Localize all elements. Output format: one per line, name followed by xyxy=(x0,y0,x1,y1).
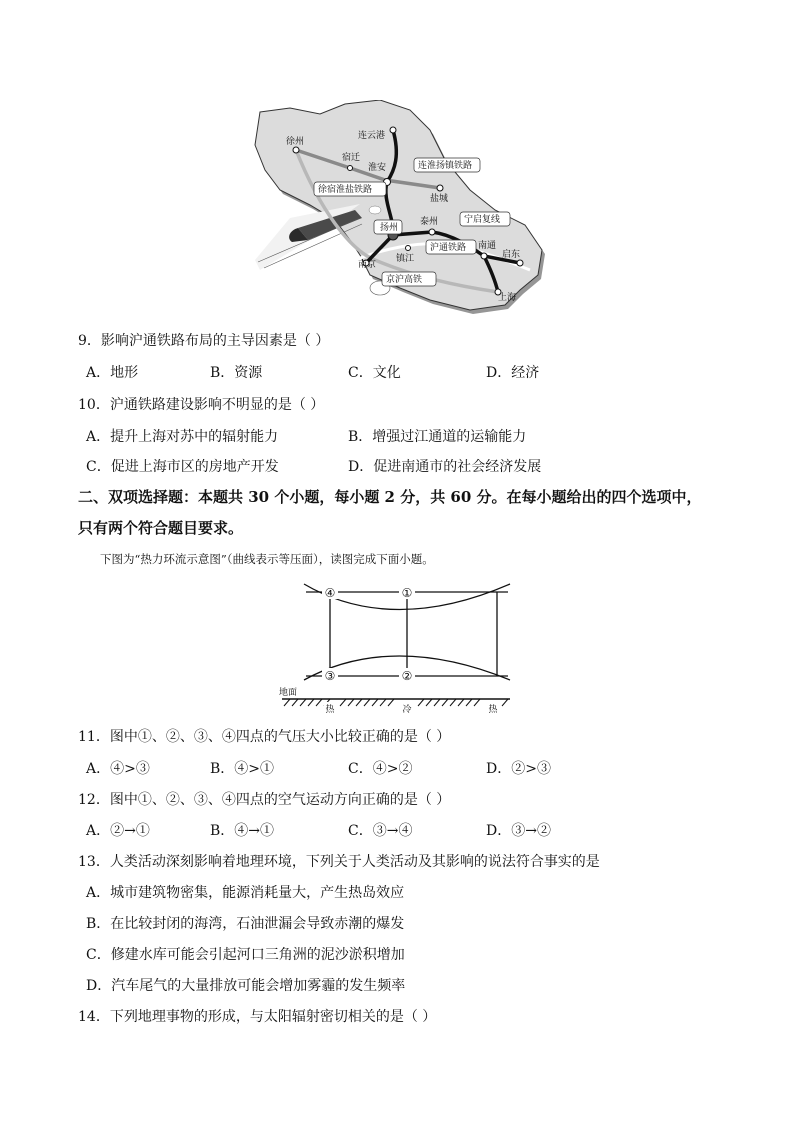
city-nantong: 南通 xyxy=(478,241,497,251)
q12-stem: 12．图中①、②、③、④四点的空气运动方向正确的是（ ） xyxy=(78,792,451,808)
city-lianyungang: 连云港 xyxy=(358,131,386,141)
q13-option-d[interactable]: D．汽车尾气的大量排放可能会增加雾霾的发生频率 xyxy=(86,978,406,994)
city-taizhou: 泰州 xyxy=(420,217,439,227)
q11-option-a[interactable]: A．④>③ xyxy=(86,761,150,777)
q10-stem: 10．沪通铁路建设影响不明显的是（ ） xyxy=(78,397,325,413)
label-xusu: 徐宿淮盐铁路 xyxy=(318,185,373,195)
city-zhenjiang: 镇江 xyxy=(396,254,415,264)
q11-option-d[interactable]: D．②>③ xyxy=(486,761,551,777)
q10-option-c[interactable]: C．促进上海市区的房地产开发 xyxy=(86,459,279,475)
q12-option-c[interactable]: C．③→④ xyxy=(348,823,413,839)
label-ningqi: 宁启复线 xyxy=(464,215,501,225)
section-heading-line1: 二、双项选择题：本题共 30 个小题，每小题 2 分，共 60 分。在每小题给出的四个选项中， xyxy=(78,488,702,506)
city-yancheng: 盐城 xyxy=(430,194,449,204)
q9-option-c[interactable]: C．文化 xyxy=(348,365,401,381)
q9-option-a[interactable]: A．地形 xyxy=(86,365,139,381)
q14-stem: 14．下列地理事物的形成，与太阳辐射密切相关的是（ ） xyxy=(78,1009,437,1025)
q12-option-d[interactable]: D．③→② xyxy=(486,823,551,839)
q13-stem: 13．人类活动深刻影响着地理环境，下列关于人类活动及其影响的说法符合事实的是 xyxy=(78,854,600,870)
label-lianyan: 连淮扬镇铁路 xyxy=(418,161,473,171)
q12-option-b[interactable]: B．④→① xyxy=(210,823,275,839)
city-yangzhou: 扬州 xyxy=(380,223,399,233)
q12-option-a[interactable]: A．②→① xyxy=(86,823,150,839)
city-suqian: 宿迁 xyxy=(342,153,361,163)
q11-option-c[interactable]: C．④>② xyxy=(348,761,413,777)
city-shanghai: 上海 xyxy=(498,293,517,303)
surface-hot-right: 热 xyxy=(488,705,498,714)
q10-option-a[interactable]: A．提升上海对苏中的辐射能力 xyxy=(86,429,279,445)
city-nanjing: 南京 xyxy=(358,260,377,270)
q9-stem: 9．影响沪通铁路布局的主导因素是（ ） xyxy=(78,333,330,349)
diagram-intro: 下图为“热力环流示意图”（曲线表示等压面），读图完成下面小题。 xyxy=(100,552,434,566)
surface-hot-left: 热 xyxy=(325,705,335,714)
q9-option-d[interactable]: D．经济 xyxy=(486,365,540,381)
city-xuzhou: 徐州 xyxy=(286,137,305,147)
point-4: ④ xyxy=(324,586,336,600)
thermal-circulation-diagram xyxy=(272,578,522,714)
q11-option-b[interactable]: B．④>① xyxy=(210,761,275,777)
city-qidong: 启东 xyxy=(502,250,521,260)
q10-option-d[interactable]: D．促进南通市的社会经济发展 xyxy=(348,459,542,475)
q10-option-b[interactable]: B．增强过江通道的运输能力 xyxy=(348,429,527,445)
q13-option-c[interactable]: C．修建水库可能会引起河口三角洲的泥沙淤积增加 xyxy=(86,947,405,963)
point-1: ① xyxy=(401,586,413,600)
jiangsu-railway-map xyxy=(250,100,550,318)
city-huaian: 淮安 xyxy=(368,163,387,173)
surface-cold: 冷 xyxy=(402,705,412,714)
q13-option-b[interactable]: B．在比较封闭的海湾，石油泄漏会导致赤潮的爆发 xyxy=(86,916,405,932)
point-3: ③ xyxy=(324,669,336,683)
label-jinghu: 京沪高铁 xyxy=(386,275,423,285)
q9-option-b[interactable]: B．资源 xyxy=(210,365,263,381)
label-hutong: 沪通铁路 xyxy=(430,243,467,253)
section-heading-line2: 只有两个符合题目要求。 xyxy=(78,519,244,537)
point-2: ② xyxy=(401,669,413,683)
ground-label: 地面 xyxy=(278,688,298,698)
q13-option-a[interactable]: A．城市建筑物密集，能源消耗量大，产生热岛效应 xyxy=(86,885,405,901)
q11-stem: 11．图中①、②、③、④四点的气压大小比较正确的是（ ） xyxy=(78,729,451,745)
